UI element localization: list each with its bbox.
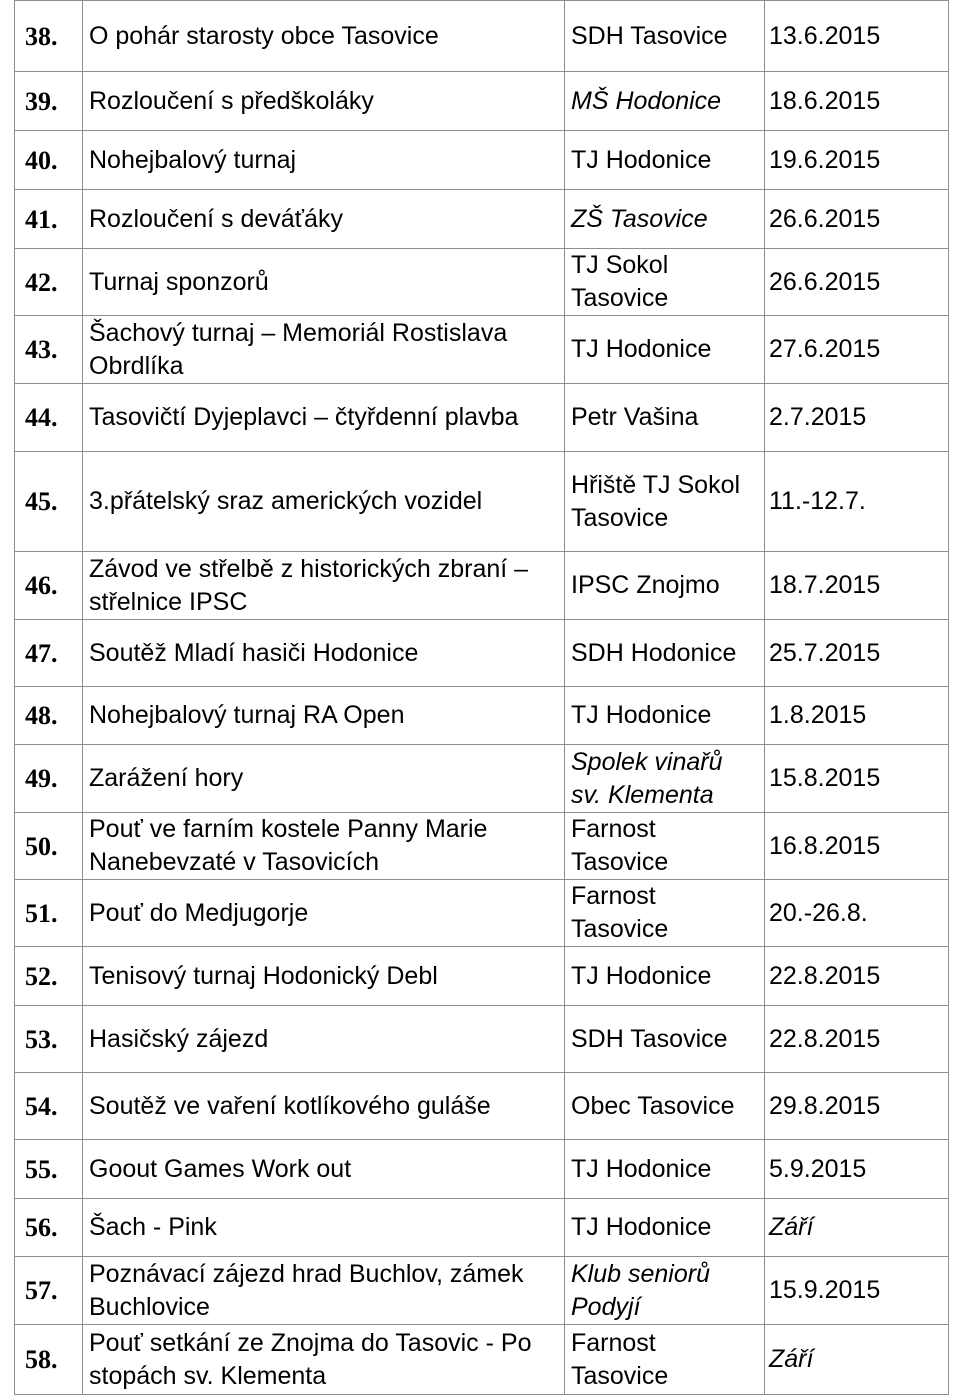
event-name: Soutěž Mladí hasiči Hodonice: [83, 620, 565, 687]
event-number: 58.: [15, 1325, 83, 1395]
table-row: [15, 1006, 949, 1073]
event-organizer: TJ Sokol Tasovice: [565, 249, 765, 316]
table-row: [15, 1325, 949, 1395]
event-name: Nohejbalový turnaj RA Open: [83, 687, 565, 745]
table-row: [15, 880, 949, 947]
event-name: 3.přátelský sraz amerických vozidel: [83, 452, 565, 552]
event-date: 2.7.2015: [765, 384, 949, 452]
event-name: Goout Games Work out: [83, 1140, 565, 1199]
table-row: [15, 1073, 949, 1140]
event-name: Poznávací zájezd hrad Buchlov, zámek Buchlovice: [83, 1257, 565, 1325]
table-row: [15, 1257, 949, 1325]
event-organizer: TJ Hodonice: [565, 947, 765, 1006]
event-date: 15.8.2015: [765, 745, 949, 813]
table-row: [15, 316, 949, 384]
event-name: Šachový turnaj – Memoriál Rostislava Obrdlíka: [83, 316, 565, 384]
table-row: [15, 745, 949, 813]
event-date: 16.8.2015: [765, 813, 949, 880]
event-number: 44.: [15, 384, 83, 452]
event-organizer: MŠ Hodonice: [565, 72, 765, 131]
event-name: O pohár starosty obce Tasovice: [83, 1, 565, 72]
event-number: 51.: [15, 880, 83, 947]
event-number: 53.: [15, 1006, 83, 1073]
event-number: 56.: [15, 1199, 83, 1257]
event-date: Září: [765, 1199, 949, 1257]
table-row: [15, 1, 949, 72]
event-date: 26.6.2015: [765, 249, 949, 316]
event-organizer: SDH Tasovice: [565, 1006, 765, 1073]
event-number: 41.: [15, 190, 83, 249]
table-row: [15, 384, 949, 452]
events-table: [14, 0, 949, 1395]
event-name: Soutěž ve vaření kotlíkového guláše: [83, 1073, 565, 1140]
table-row: [15, 813, 949, 880]
event-number: 57.: [15, 1257, 83, 1325]
event-number: 42.: [15, 249, 83, 316]
event-organizer: TJ Hodonice: [565, 1199, 765, 1257]
table-row: [15, 190, 949, 249]
event-name: Zarážení hory: [83, 745, 565, 813]
event-organizer: Hřiště TJ Sokol Tasovice: [565, 452, 765, 552]
event-date: 11.-12.7.: [765, 452, 949, 552]
event-date: 19.6.2015: [765, 131, 949, 190]
table-row: [15, 452, 949, 552]
event-number: 54.: [15, 1073, 83, 1140]
event-organizer: TJ Hodonice: [565, 131, 765, 190]
event-name: Turnaj sponzorů: [83, 249, 565, 316]
event-date: 22.8.2015: [765, 947, 949, 1006]
event-name: Tasovičtí Dyjeplavci – čtyřdenní plavba: [83, 384, 565, 452]
event-date: 22.8.2015: [765, 1006, 949, 1073]
event-organizer: Obec Tasovice: [565, 1073, 765, 1140]
event-organizer: TJ Hodonice: [565, 687, 765, 745]
event-number: 39.: [15, 72, 83, 131]
event-organizer: Farnost Tasovice: [565, 813, 765, 880]
event-organizer: SDH Tasovice: [565, 1, 765, 72]
event-name: Nohejbalový turnaj: [83, 131, 565, 190]
table-row: [15, 620, 949, 687]
event-date: 20.-26.8.: [765, 880, 949, 947]
event-name: Pouť ve farním kostele Panny Marie Nanebevzaté v Tasovicích: [83, 813, 565, 880]
event-name: Rozloučení s deváťáky: [83, 190, 565, 249]
event-organizer: ZŠ Tasovice: [565, 190, 765, 249]
event-organizer: SDH Hodonice: [565, 620, 765, 687]
event-number: 50.: [15, 813, 83, 880]
event-organizer: Spolek vinařů sv. Klementa: [565, 745, 765, 813]
event-number: 47.: [15, 620, 83, 687]
event-number: 49.: [15, 745, 83, 813]
event-name: Závod ve střelbě z historických zbraní – střelnice IPSC: [83, 552, 565, 620]
event-name: Pouť setkání ze Znojma do Tasovic - Po stopách sv. Klementa: [83, 1325, 565, 1395]
event-organizer: Farnost Tasovice: [565, 1325, 765, 1395]
event-date: Září: [765, 1325, 949, 1395]
table-row: [15, 1140, 949, 1199]
table-row: [15, 249, 949, 316]
event-number: 55.: [15, 1140, 83, 1199]
table-row: [15, 947, 949, 1006]
event-date: 18.6.2015: [765, 72, 949, 131]
event-date: 15.9.2015: [765, 1257, 949, 1325]
event-date: 13.6.2015: [765, 1, 949, 72]
event-date: 26.6.2015: [765, 190, 949, 249]
event-number: 46.: [15, 552, 83, 620]
event-name: Šach - Pink: [83, 1199, 565, 1257]
table-row: [15, 131, 949, 190]
event-date: 1.8.2015: [765, 687, 949, 745]
event-number: 48.: [15, 687, 83, 745]
event-date: 27.6.2015: [765, 316, 949, 384]
event-number: 52.: [15, 947, 83, 1006]
table-row: [15, 72, 949, 131]
event-name: Rozloučení s předškoláky: [83, 72, 565, 131]
event-organizer: Klub seniorů Podyjí: [565, 1257, 765, 1325]
event-date: 25.7.2015: [765, 620, 949, 687]
event-number: 43.: [15, 316, 83, 384]
event-organizer: Petr Vašina: [565, 384, 765, 452]
table-row: [15, 1199, 949, 1257]
event-number: 45.: [15, 452, 83, 552]
event-date: 18.7.2015: [765, 552, 949, 620]
event-number: 40.: [15, 131, 83, 190]
event-name: Hasičský zájezd: [83, 1006, 565, 1073]
event-number: 38.: [15, 1, 83, 72]
event-name: Tenisový turnaj Hodonický Debl: [83, 947, 565, 1006]
event-organizer: Farnost Tasovice: [565, 880, 765, 947]
event-organizer: IPSC Znojmo: [565, 552, 765, 620]
event-date: 29.8.2015: [765, 1073, 949, 1140]
event-name: Pouť do Medjugorje: [83, 880, 565, 947]
table-row: [15, 552, 949, 620]
event-organizer: TJ Hodonice: [565, 316, 765, 384]
event-organizer: TJ Hodonice: [565, 1140, 765, 1199]
table-row: [15, 687, 949, 745]
event-date: 5.9.2015: [765, 1140, 949, 1199]
